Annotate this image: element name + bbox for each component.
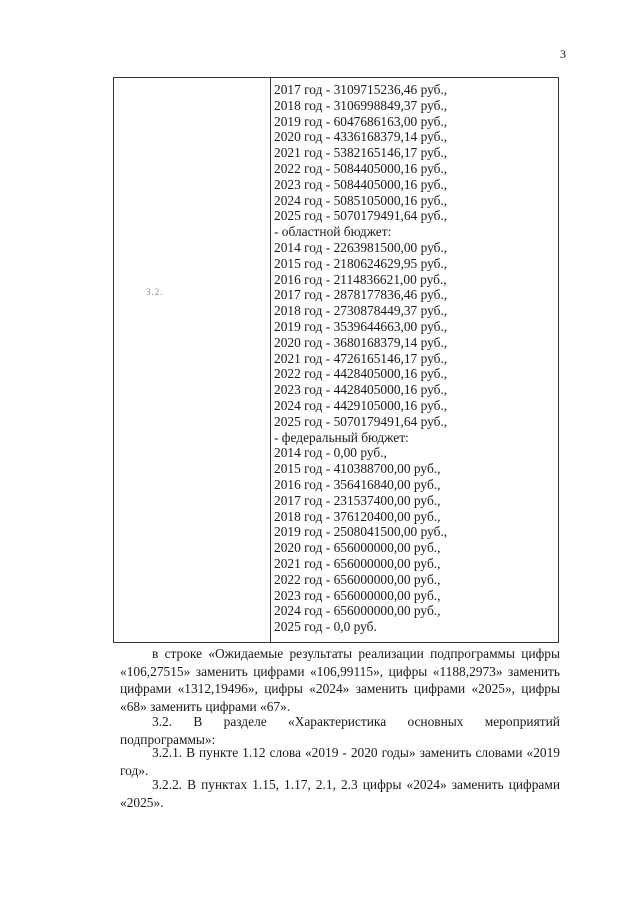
table-line: - федеральный бюджет: [274, 429, 409, 445]
table-line: 2022 год - 656000000,00 руб., [274, 571, 441, 587]
table-line: 2023 год - 4428405000,16 руб., [274, 382, 448, 398]
paragraph-text: 3.2.2. В пунктах 1.15, 1.17, 2.1, 2.3 цифры «2024» заменить цифрами «2025». [120, 777, 560, 810]
paragraph-expected-results [120, 645, 560, 715]
table-line: 2020 год - 4336168379,14 руб., [274, 129, 448, 145]
paragraph-word: мероприятий [484, 714, 560, 729]
table-line: 2014 год - 2263981500,00 руб., [274, 239, 448, 255]
paragraph-section-3-2 [120, 713, 560, 748]
table-line: 2017 год - 3109715236,46 руб., [274, 82, 448, 97]
table-line: 2019 год - 3539644663,00 руб., [274, 318, 448, 334]
table-line: 2021 год - 656000000,00 руб., [274, 555, 441, 571]
table-line: 2021 год - 5382165146,17 руб., [274, 145, 448, 161]
table-line: 2025 год - 0,0 руб. [274, 619, 377, 635]
table-line: 2024 год - 5085105000,16 руб., [274, 192, 448, 208]
table-line: 2018 год - 3106998849,37 руб., [274, 97, 448, 113]
table-line: 2018 год - 376120400,00 руб., [274, 508, 441, 524]
paragraph-word: основных [407, 714, 464, 729]
paragraph-3-2-2 [120, 776, 560, 811]
paragraph-text: в строке «Ожидаемые результаты реализации подпрограммы цифры «106,27515» заменить цифрами «106,99115», цифры «1188,2973» заменить цифрами «1312,19496», цифры «2024» заменить цифрами «2025», цифры «68» заменить цифрами «67». [120, 646, 560, 714]
table-line: 2014 год - 0,00 руб., [274, 445, 387, 461]
table-line: 2017 год - 2878177836,46 руб., [274, 287, 448, 303]
left-cell-mark: 3.2. [146, 287, 164, 297]
table-line: 2025 год - 5070179491,64 руб., [274, 208, 448, 224]
table-line: 2020 год - 656000000,00 руб., [274, 540, 441, 556]
paragraph-first-line [120, 713, 560, 731]
table-line: 2019 год - 2508041500,00 руб., [274, 524, 448, 540]
table-line: 2015 год - 2180624629,95 руб., [274, 255, 448, 271]
page-number: 3 [560, 47, 566, 61]
table-line: 2017 год - 231537400,00 руб., [274, 492, 441, 508]
table-line: 2018 год - 2730878449,37 руб., [274, 303, 448, 319]
paragraph-word: 3.2. [152, 714, 173, 729]
table-line: 2022 год - 5084405000,16 руб., [274, 160, 448, 176]
table-line: 2015 год - 410388700,00 руб., [274, 461, 441, 477]
column-divider [270, 78, 271, 642]
paragraph-continuation: подпрограммы»: [120, 731, 216, 747]
table-line: - областной бюджет: [274, 224, 392, 240]
table-right-cell [274, 82, 554, 635]
paragraph-word: В [193, 714, 203, 729]
table-line: 2025 год - 5070179491,64 руб., [274, 413, 448, 429]
paragraph-text: 3.2.1. В пункте 1.12 слова «2019 - 2020 годы» заменить словами «2019 год». [120, 745, 560, 778]
table-left-cell [114, 78, 270, 642]
table-line: 2019 год - 6047686163,00 руб., [274, 113, 448, 129]
table-line: 2024 год - 4429105000,16 руб., [274, 397, 448, 413]
table-line: 2016 год - 2114836621,00 руб., [274, 271, 447, 287]
paragraph-word: разделе [223, 714, 267, 729]
financing-table [113, 77, 559, 643]
paragraph-word: «Характеристика [288, 714, 387, 729]
table-line: 2021 год - 4726165146,17 руб., [274, 350, 448, 366]
paragraph-3-2-1 [120, 744, 560, 779]
table-line: 2020 год - 3680168379,14 руб., [274, 334, 448, 350]
table-line: 2023 год - 5084405000,16 руб., [274, 176, 448, 192]
table-line: 2016 год - 356416840,00 руб., [274, 476, 441, 492]
table-line: 2023 год - 656000000,00 руб., [274, 587, 441, 603]
table-line: 2022 год - 4428405000,16 руб., [274, 366, 448, 382]
table-line: 2024 год - 656000000,00 руб., [274, 603, 441, 619]
